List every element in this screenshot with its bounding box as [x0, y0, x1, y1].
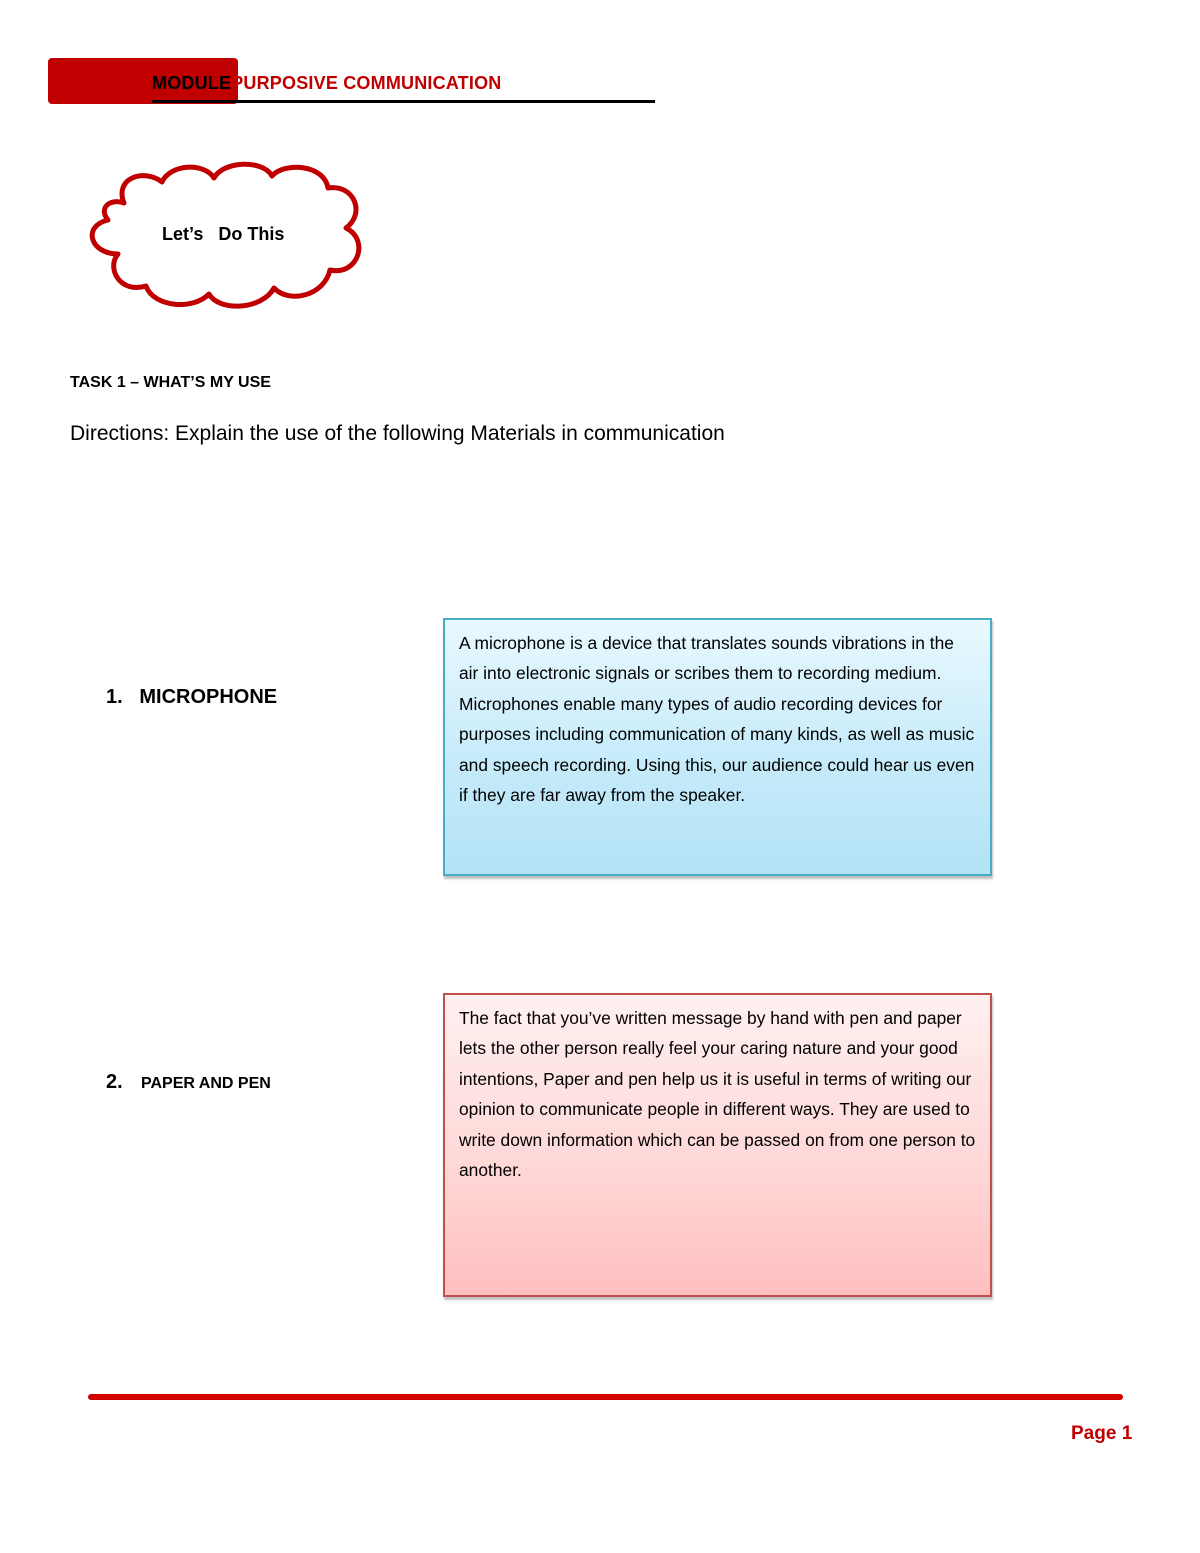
microphone-answer-box: A microphone is a device that translates sounds vibrations in the air into electronic signals or scribes them to recording medium. Microphones enable many types of audio recording devices for purposes including communication of many kinds, as well as music and speech recording. Using this, our audience could hear us even if they are far away from the speaker.: [443, 618, 992, 876]
footer-divider: [88, 1394, 1123, 1400]
module-title: PURPOSIVE COMMUNICATION: [231, 73, 502, 93]
paper-pen-answer-box: The fact that you’ve written message by hand with pen and paper lets the other person really feel your caring nature and your good intentions, Paper and pen help us it is useful in terms of writing our opinion to communicate people in different ways. They are used to write down information which can be passed on from one person to another.: [443, 993, 992, 1297]
page-number: Page 1: [1071, 1423, 1133, 1444]
item-1-title: MICROPHONE: [139, 686, 278, 708]
directions-text: Directions: Explain the use of the following Materials in communication: [70, 422, 725, 445]
task-title: TASK 1 – WHAT’S MY USE: [70, 374, 271, 391]
module-label: MODULE: [152, 73, 232, 93]
item-2-number: 2.: [106, 1071, 123, 1093]
module-header: [152, 73, 501, 94]
item-1-label: [106, 686, 277, 709]
item-2-title: PAPER AND PEN: [141, 1075, 271, 1092]
callout-text: Let’s Do This: [162, 224, 285, 244]
item-1-number: 1.: [106, 686, 123, 708]
header-underline: [152, 100, 655, 103]
